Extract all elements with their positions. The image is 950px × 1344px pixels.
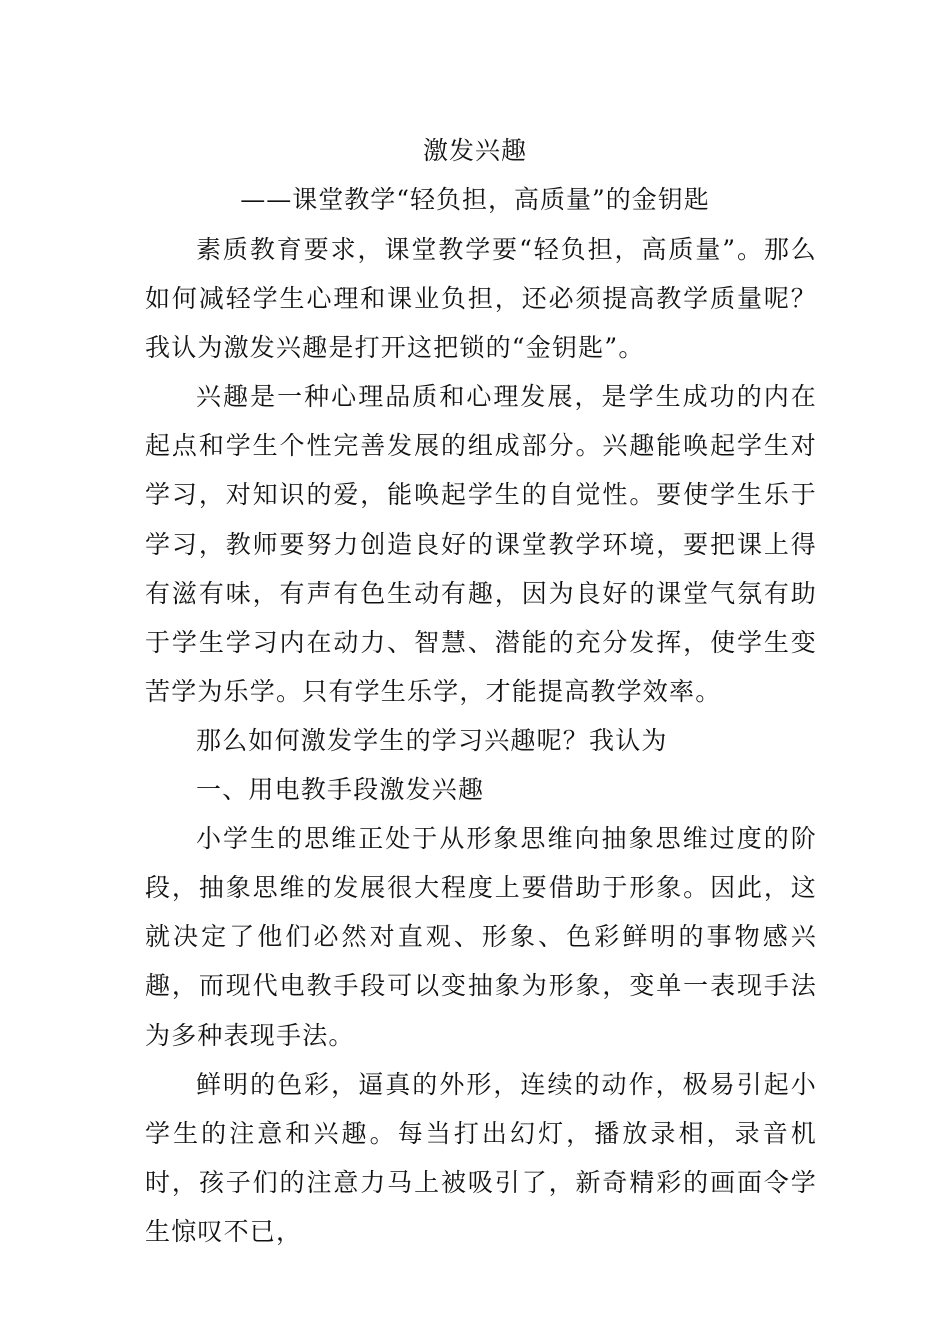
section-heading-1: 一、用电教手段激发兴趣 bbox=[196, 775, 485, 805]
document-subtitle: ——课堂教学“轻负担，高质量”的金钥匙 bbox=[240, 185, 710, 214]
paragraph-4: 小学生的思维正处于从形象思维向抽象思维过度的阶段，抽象思维的发展很大程度上要借助于形象。因此，这就决定了他们必然对直观、形象、色彩鲜明的事物感兴趣，而现代电教手段可以变抽象为形象，变单一表现手法为多种表现手法。 bbox=[145, 824, 817, 1050]
paragraph-2: 兴趣是一种心理品质和心理发展，是学生成功的内在起点和学生个性完善发展的组成部分。兴趣能唤起学生对学习，对知识的爱，能唤起学生的自觉性。要使学生乐于学习，教师要努力创造良好的课堂教学环境，要把课上得有滋有味，有声有色生动有趣，因为良好的课堂气氛有助于学生学习内在动力、智慧、潜能的充分发挥，使学生变苦学为乐学。只有学生乐学，才能提高教学效率。 bbox=[145, 382, 817, 706]
document-title: 激发兴趣 bbox=[422, 136, 527, 165]
paragraph-5: 鲜明的色彩，逼真的外形，连续的动作，极易引起小学生的注意和兴趣。每当打出幻灯，播放录相，录音机时，孩子们的注意力马上被吸引了，新奇精彩的画面令学生惊叹不已， bbox=[145, 1069, 817, 1246]
paragraph-3: 那么如何激发学生的学习兴趣呢？我认为 bbox=[196, 725, 668, 755]
paragraph-1: 素质教育要求，课堂教学要“轻负担，高质量”。那么如何减轻学生心理和课业负担，还必须提高教学质量呢？我认为激发兴趣是打开这把锁的“金钥匙”。 bbox=[145, 235, 817, 363]
document-body bbox=[145, 225, 817, 1256]
